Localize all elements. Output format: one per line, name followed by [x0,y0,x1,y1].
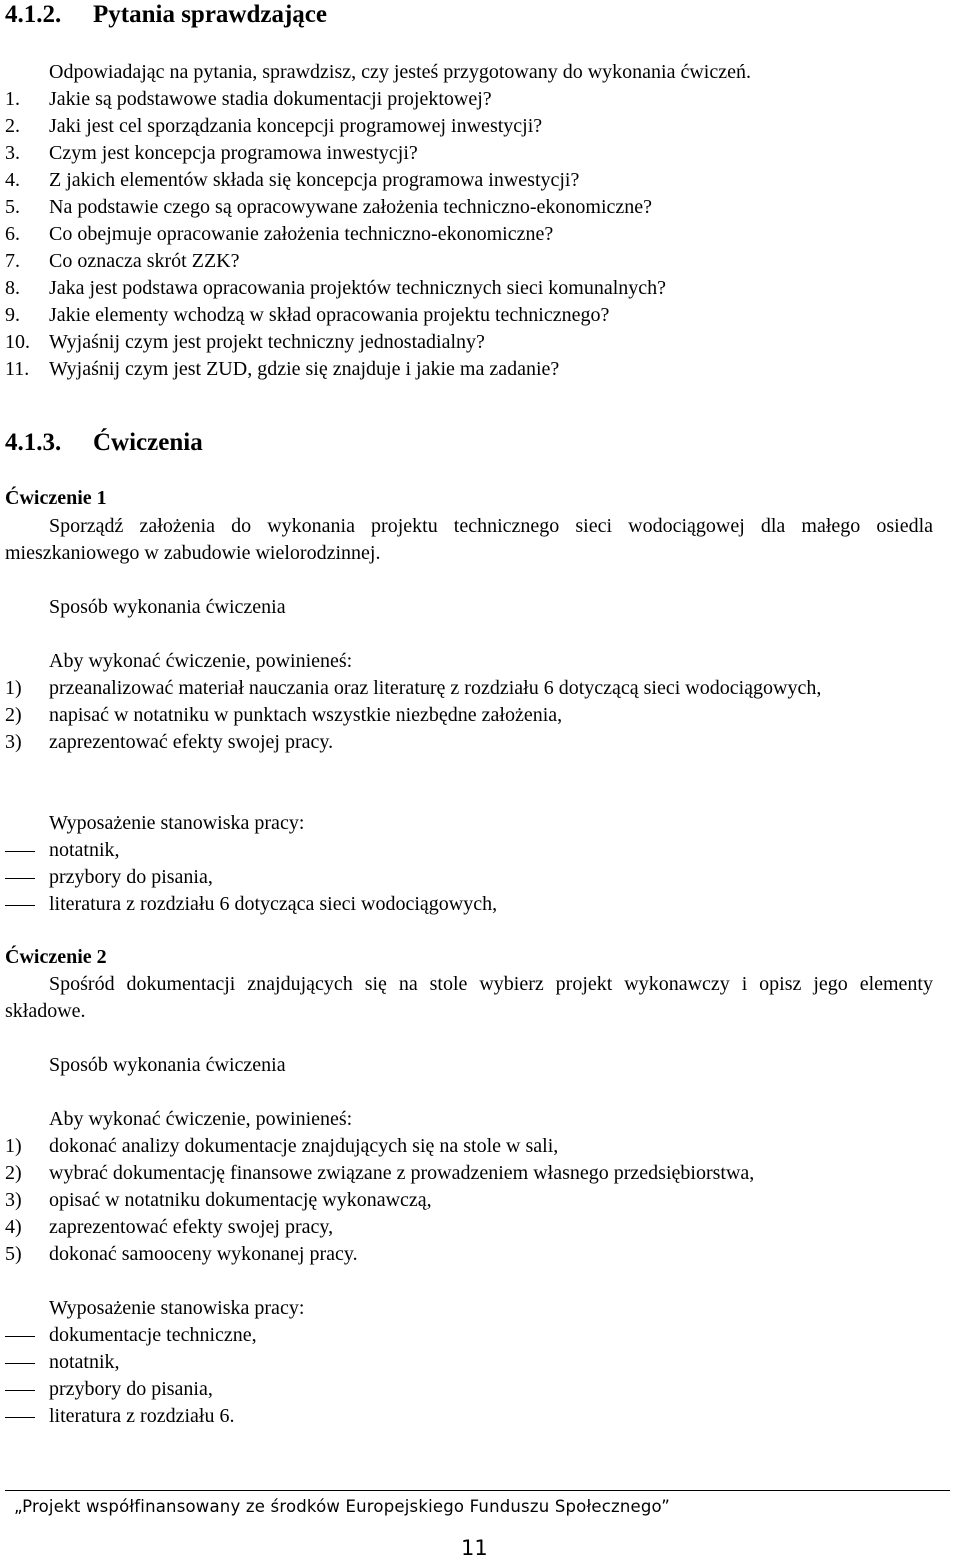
section-title: Pytania sprawdzające [93,1,327,28]
question-text: Co obejmuje opracowanie założenia techniczno-ekonomiczne? [49,223,554,245]
question-text: Wyjaśnij czym jest projekt techniczny jednostadialny? [49,331,485,353]
equipment-text: literatura z rozdziału 6 dotycząca sieci wodociągowych, [49,893,498,915]
list-item [5,1349,257,1376]
step-number: 1) [5,1135,22,1157]
step-number: 4) [5,1216,22,1238]
exercise-1-description: Sporządź założenia do wykonania projektu technicznego sieci wodociągowej dla małego osiedla mieszkaniowego w zabudowie wielorodzinnej. [5,515,933,564]
step-text: opisać w notatniku dokumentację wykonawczą, [49,1189,432,1211]
step-number: 3) [5,1189,22,1211]
list-item [5,837,497,864]
question-number: 8. [5,277,20,299]
question-text: Z jakich elementów składa się koncepcja programowa inwestycji? [49,169,580,191]
list-item [5,702,933,729]
dash-bullet-icon [5,1363,35,1364]
page-number: 11 [461,1536,488,1560]
question-number: 10. [5,331,30,353]
step-text: zaprezentować efekty swojej pracy. [49,731,334,753]
step-number: 5) [5,1243,22,1265]
equipment-text: notatnik, [49,1351,120,1373]
step-text: zaprezentować efekty swojej pracy, [49,1216,334,1238]
question-text: Na podstawie czego są opracowywane założenia techniczno-ekonomiczne? [49,196,653,218]
footer-text: „Projekt współfinansowany ze środków Europejskiego Funduszu Społecznego” [14,1497,670,1516]
question-text: Co oznacza skrót ZZK? [49,250,240,272]
question-number: 4. [5,169,20,191]
equipment-text: dokumentacje techniczne, [49,1324,257,1346]
list-item [5,248,666,275]
section-heading-exercises [5,428,203,458]
exercise-2-description: Spośród dokumentacji znajdujących się na stole wybierz projekt wykonawczy i opisz jego elementy składowe. [5,973,933,1022]
exercise-2-title: Ćwiczenie 2 [5,946,107,968]
list-item [5,1376,257,1403]
section-number: 4.1.2. [5,1,62,28]
exercise-1-steps-intro: Aby wykonać ćwiczenie, powinieneś: [49,650,353,672]
exercise-1-title: Ćwiczenie 1 [5,487,107,509]
questions-list [5,86,666,383]
list-item [5,221,666,248]
list-item [5,1322,257,1349]
list-item [5,1214,933,1241]
question-number: 5. [5,196,20,218]
dash-bullet-icon [5,905,35,906]
list-item [5,329,666,356]
dash-bullet-icon [5,878,35,879]
exercise-2-equipment-list [5,1322,257,1430]
equipment-text: przybory do pisania, [49,866,213,888]
equipment-text: przybory do pisania, [49,1378,213,1400]
list-item [5,113,666,140]
question-text: Wyjaśnij czym jest ZUD, gdzie się znajduje i jakie ma zadanie? [49,358,560,380]
step-text: napisać w notatniku w punktach wszystkie niezbędne założenia, [49,704,563,726]
list-item [5,1187,933,1214]
list-item [5,729,933,756]
question-number: 3. [5,142,20,164]
list-item [5,275,666,302]
question-text: Jaka jest podstawa opracowania projektów technicznych sieci komunalnych? [49,277,667,299]
question-number: 1. [5,88,20,110]
section-heading-questions [5,0,327,30]
list-item [5,864,497,891]
list-item [5,194,666,221]
dash-bullet-icon [5,1390,35,1391]
list-item [5,86,666,113]
list-item [5,1160,933,1187]
question-number: 6. [5,223,20,245]
question-text: Czym jest koncepcja programowa inwestycji? [49,142,418,164]
question-number: 11. [5,358,30,380]
list-item [5,302,666,329]
exercise-2-equipment-heading: Wyposażenie stanowiska pracy: [49,1297,305,1319]
list-item [5,1133,933,1160]
step-text: dokonać analizy dokumentacje znajdujących się na stole w sali, [49,1135,559,1157]
exercise-1-method-heading: Sposób wykonania ćwiczenia [49,596,286,618]
list-item [5,675,933,702]
dash-bullet-icon [5,1417,35,1418]
step-number: 1) [5,677,22,699]
question-number: 7. [5,250,20,272]
list-item [5,356,666,383]
list-item [5,891,497,918]
questions-intro: Odpowiadając na pytania, sprawdzisz, czy jesteś przygotowany do wykonania ćwiczeń. [49,61,751,83]
list-item [5,1241,933,1268]
list-item [5,1403,257,1430]
step-text: przeanalizować materiał nauczania oraz literaturę z rozdziału 6 dotyczącą sieci wodociągowych, [49,677,822,699]
equipment-text: literatura z rozdziału 6. [49,1405,235,1427]
section-title: Ćwiczenia [93,429,203,456]
question-text: Jaki jest cel sporządzania koncepcji programowej inwestycji? [49,115,543,137]
dash-bullet-icon [5,851,35,852]
equipment-text: notatnik, [49,839,120,861]
step-number: 3) [5,731,22,753]
question-number: 2. [5,115,20,137]
step-number: 2) [5,704,22,726]
exercise-2-method-heading: Sposób wykonania ćwiczenia [49,1054,286,1076]
step-number: 2) [5,1162,22,1184]
exercise-1-equipment-list [5,837,497,918]
exercise-1-equipment-heading: Wyposażenie stanowiska pracy: [49,812,305,834]
exercise-2-steps-intro: Aby wykonać ćwiczenie, powinieneś: [49,1108,353,1130]
question-text: Jakie elementy wchodzą w skład opracowania projektu technicznego? [49,304,610,326]
list-item [5,140,666,167]
question-text: Jakie są podstawowe stadia dokumentacji projektowej? [49,88,492,110]
list-item [5,167,666,194]
footer-divider [5,1490,950,1491]
exercise-2-steps [5,1133,933,1268]
question-number: 9. [5,304,20,326]
section-number: 4.1.3. [5,429,62,456]
exercise-1-steps [5,675,933,756]
step-text: dokonać samooceny wykonanej pracy. [49,1243,358,1265]
step-text: wybrać dokumentację finansowe związane z prowadzeniem własnego przedsiębiorstwa, [49,1162,755,1184]
dash-bullet-icon [5,1336,35,1337]
